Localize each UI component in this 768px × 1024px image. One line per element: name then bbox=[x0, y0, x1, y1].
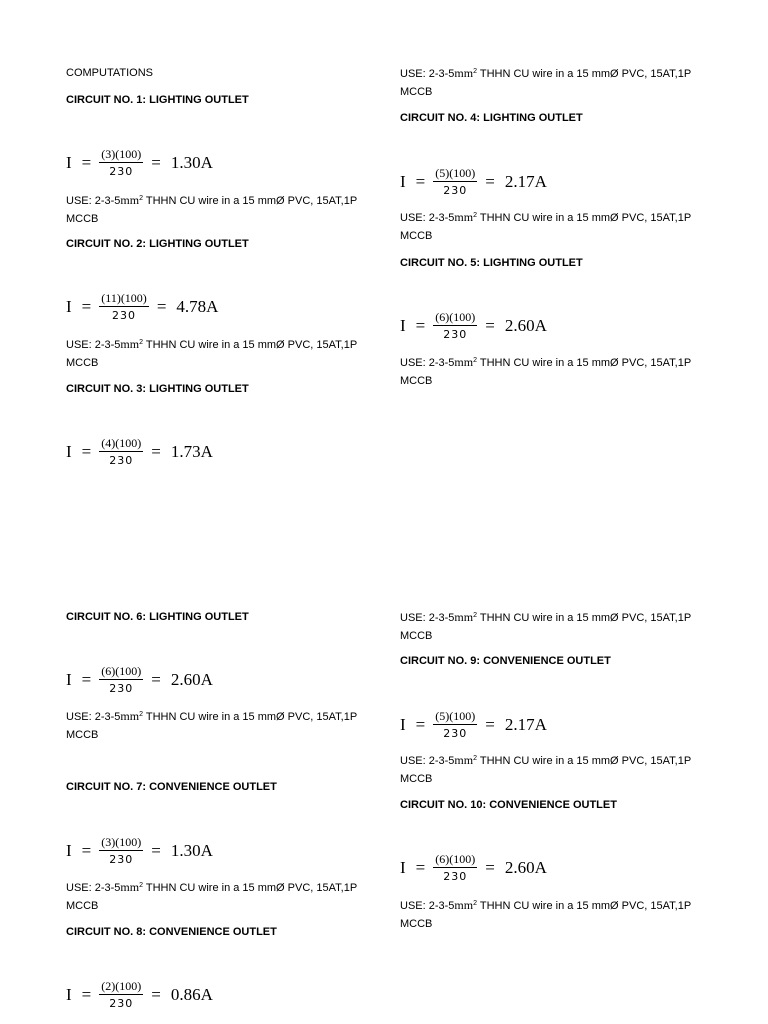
fraction-numerator: (6)(100) bbox=[435, 310, 476, 324]
current-equation bbox=[396, 849, 551, 887]
equation-lhs: I bbox=[400, 715, 406, 734]
wire-spec-exponent: 2 bbox=[139, 882, 143, 889]
fraction-denominator: 230 bbox=[109, 853, 134, 866]
wire-spec bbox=[66, 878, 376, 915]
current-equation bbox=[62, 976, 217, 1014]
fraction bbox=[99, 291, 149, 323]
wire-spec-prefix: USE: 2-3-5 bbox=[400, 212, 455, 224]
equation-lhs: I bbox=[66, 153, 72, 172]
wire-spec-unit: mm bbox=[454, 753, 474, 767]
wire-spec-unit: mm bbox=[454, 610, 474, 624]
wire-spec-suffix: THHN CU wire in a 15 mmØ PVC, 15AT,1P MCCB bbox=[400, 612, 691, 642]
fraction bbox=[433, 310, 477, 342]
equals-sign: = bbox=[156, 297, 167, 316]
equation-lhs: I bbox=[66, 841, 72, 860]
fraction bbox=[99, 147, 143, 179]
equals-sign: = bbox=[81, 442, 92, 461]
equation-lhs: I bbox=[66, 297, 72, 316]
wire-spec-suffix: THHN CU wire in a 15 mmØ PVC, 15AT,1P MCCB bbox=[400, 755, 691, 785]
equals-sign: = bbox=[485, 715, 495, 734]
equals-sign: = bbox=[415, 172, 426, 191]
fraction-numerator: (11)(100) bbox=[101, 291, 147, 305]
current-equation bbox=[62, 288, 222, 326]
equals-sign: = bbox=[81, 985, 92, 1004]
fraction bbox=[433, 166, 477, 198]
wire-spec-unit: mm bbox=[454, 66, 474, 80]
equation-lhs: I bbox=[400, 316, 406, 335]
fraction-denominator: 230 bbox=[443, 727, 468, 740]
equals-sign: = bbox=[151, 442, 161, 461]
current-result: 4.78A bbox=[176, 297, 219, 316]
current-result: 2.60A bbox=[504, 316, 547, 335]
equals-sign: = bbox=[151, 985, 161, 1004]
fraction-numerator: (5)(100) bbox=[435, 166, 476, 180]
wire-spec-exponent: 2 bbox=[473, 900, 477, 907]
circuit-heading: CIRCUIT NO. 5: LIGHTING OUTLET bbox=[400, 257, 583, 269]
current-result: 2.60A bbox=[170, 670, 213, 689]
current-equation bbox=[62, 433, 217, 471]
wire-spec-exponent: 2 bbox=[473, 357, 477, 364]
current-equation bbox=[396, 163, 551, 201]
equals-sign: = bbox=[81, 670, 92, 689]
wire-spec-exponent: 2 bbox=[139, 711, 143, 718]
wire-spec bbox=[400, 751, 710, 788]
wire-spec-suffix: THHN CU wire in a 15 mmØ PVC, 15AT,1P MCCB bbox=[66, 711, 357, 741]
wire-spec-unit: mm bbox=[454, 210, 474, 224]
wire-spec-exponent: 2 bbox=[473, 68, 477, 75]
wire-spec-prefix: USE: 2-3-5 bbox=[400, 755, 455, 767]
equals-sign: = bbox=[81, 153, 92, 172]
wire-spec bbox=[400, 896, 710, 933]
circuit-heading: CIRCUIT NO. 10: CONVENIENCE OUTLET bbox=[400, 799, 617, 811]
fraction-denominator: 230 bbox=[443, 870, 468, 883]
current-equation bbox=[396, 307, 551, 345]
wire-spec bbox=[66, 335, 376, 372]
current-result: 1.73A bbox=[170, 442, 213, 461]
current-result: 1.30A bbox=[170, 841, 213, 860]
current-equation bbox=[396, 706, 551, 744]
fraction-denominator: 230 bbox=[109, 454, 134, 467]
fraction bbox=[99, 436, 143, 468]
wire-spec-suffix: THHN CU wire in a 15 mmØ PVC, 15AT,1P MCCB bbox=[400, 68, 691, 98]
circuit-heading: CIRCUIT NO. 7: CONVENIENCE OUTLET bbox=[66, 781, 277, 793]
fraction-denominator: 230 bbox=[112, 309, 137, 322]
wire-spec bbox=[400, 208, 710, 245]
equals-sign: = bbox=[151, 153, 161, 172]
equals-sign: = bbox=[151, 841, 161, 860]
current-equation bbox=[62, 144, 217, 182]
fraction bbox=[99, 664, 143, 696]
wire-spec bbox=[400, 353, 710, 390]
fraction-numerator: (6)(100) bbox=[101, 664, 142, 678]
wire-spec-suffix: THHN CU wire in a 15 mmØ PVC, 15AT,1P MCCB bbox=[66, 339, 357, 369]
wire-spec-unit: mm bbox=[120, 337, 140, 351]
current-result: 1.30A bbox=[170, 153, 213, 172]
circuit-heading: CIRCUIT NO. 6: LIGHTING OUTLET bbox=[66, 611, 249, 623]
circuit-heading: CIRCUIT NO. 2: LIGHTING OUTLET bbox=[66, 238, 249, 250]
fraction-numerator: (4)(100) bbox=[101, 436, 142, 450]
wire-spec-unit: mm bbox=[120, 880, 140, 894]
equals-sign: = bbox=[415, 316, 426, 335]
wire-spec-suffix: THHN CU wire in a 15 mmØ PVC, 15AT,1P MCCB bbox=[400, 900, 691, 930]
fraction bbox=[433, 709, 477, 741]
wire-spec-prefix: USE: 2-3-5 bbox=[66, 882, 121, 894]
wire-spec-unit: mm bbox=[120, 193, 140, 207]
fraction bbox=[433, 852, 477, 884]
fraction-numerator: (3)(100) bbox=[101, 835, 142, 849]
wire-spec bbox=[66, 707, 376, 744]
equation-lhs: I bbox=[400, 858, 406, 877]
fraction-denominator: 230 bbox=[443, 328, 468, 341]
fraction-numerator: (5)(100) bbox=[435, 709, 476, 723]
wire-spec bbox=[400, 608, 710, 645]
equation-lhs: I bbox=[66, 985, 72, 1004]
fraction-denominator: 230 bbox=[109, 682, 134, 695]
equation-lhs: I bbox=[66, 442, 72, 461]
equation-lhs: I bbox=[66, 670, 72, 689]
fraction-numerator: (3)(100) bbox=[101, 147, 142, 161]
page-title: COMPUTATIONS bbox=[66, 67, 153, 79]
wire-spec-unit: mm bbox=[120, 709, 140, 723]
wire-spec-exponent: 2 bbox=[473, 212, 477, 219]
wire-spec-prefix: USE: 2-3-5 bbox=[400, 900, 455, 912]
wire-spec-prefix: USE: 2-3-5 bbox=[66, 711, 121, 723]
circuit-heading: CIRCUIT NO. 4: LIGHTING OUTLET bbox=[400, 112, 583, 124]
circuit-heading: CIRCUIT NO. 3: LIGHTING OUTLET bbox=[66, 383, 249, 395]
fraction bbox=[99, 835, 143, 867]
fraction-numerator: (6)(100) bbox=[435, 852, 476, 866]
equals-sign: = bbox=[415, 858, 426, 877]
wire-spec-exponent: 2 bbox=[139, 195, 143, 202]
equals-sign: = bbox=[81, 841, 92, 860]
current-result: 2.17A bbox=[504, 715, 547, 734]
wire-spec-suffix: THHN CU wire in a 15 mmØ PVC, 15AT,1P MCCB bbox=[66, 195, 357, 225]
equals-sign: = bbox=[485, 172, 495, 191]
wire-spec-prefix: USE: 2-3-5 bbox=[400, 68, 455, 80]
wire-spec-prefix: USE: 2-3-5 bbox=[66, 195, 121, 207]
wire-spec bbox=[66, 191, 376, 228]
wire-spec-exponent: 2 bbox=[139, 339, 143, 346]
fraction-denominator: 230 bbox=[109, 165, 134, 178]
wire-spec-suffix: THHN CU wire in a 15 mmØ PVC, 15AT,1P MCCB bbox=[400, 212, 691, 242]
wire-spec-unit: mm bbox=[454, 355, 474, 369]
current-equation bbox=[62, 832, 217, 870]
equation-lhs: I bbox=[400, 172, 406, 191]
wire-spec-suffix: THHN CU wire in a 15 mmØ PVC, 15AT,1P MCCB bbox=[66, 882, 357, 912]
wire-spec-prefix: USE: 2-3-5 bbox=[66, 339, 121, 351]
current-equation bbox=[62, 661, 217, 699]
current-result: 2.60A bbox=[504, 858, 547, 877]
wire-spec-exponent: 2 bbox=[473, 612, 477, 619]
circuit-heading: CIRCUIT NO. 9: CONVENIENCE OUTLET bbox=[400, 655, 611, 667]
equals-sign: = bbox=[151, 670, 161, 689]
wire-spec-suffix: THHN CU wire in a 15 mmØ PVC, 15AT,1P MCCB bbox=[400, 357, 691, 387]
fraction bbox=[99, 979, 143, 1011]
fraction-denominator: 230 bbox=[443, 184, 468, 197]
equals-sign: = bbox=[485, 858, 495, 877]
current-result: 2.17A bbox=[504, 172, 547, 191]
circuit-heading: CIRCUIT NO. 1: LIGHTING OUTLET bbox=[66, 94, 249, 106]
wire-spec-exponent: 2 bbox=[473, 755, 477, 762]
wire-spec-unit: mm bbox=[454, 898, 474, 912]
fraction-denominator: 230 bbox=[109, 997, 134, 1010]
equals-sign: = bbox=[485, 316, 495, 335]
wire-spec-prefix: USE: 2-3-5 bbox=[400, 357, 455, 369]
fraction-numerator: (2)(100) bbox=[101, 979, 142, 993]
wire-spec bbox=[400, 64, 710, 101]
current-result: 0.86A bbox=[170, 985, 213, 1004]
equals-sign: = bbox=[415, 715, 426, 734]
equals-sign: = bbox=[81, 297, 92, 316]
circuit-heading: CIRCUIT NO. 8: CONVENIENCE OUTLET bbox=[66, 926, 277, 938]
wire-spec-prefix: USE: 2-3-5 bbox=[400, 612, 455, 624]
